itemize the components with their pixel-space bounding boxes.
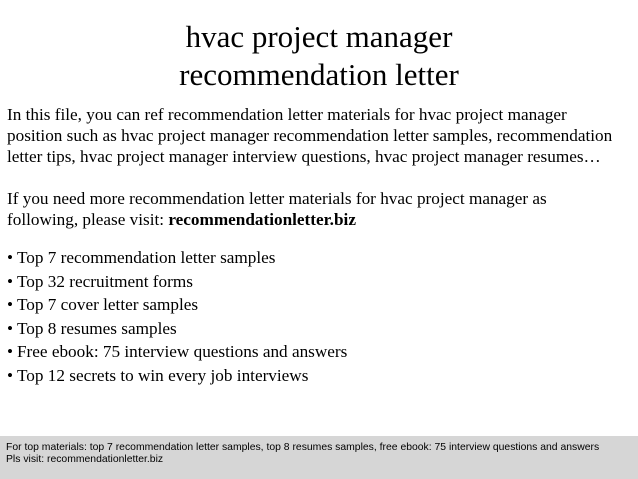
- list-item-text: Top 7 recommendation letter samples: [17, 248, 276, 267]
- visit-prefix: following, please visit:: [7, 210, 169, 229]
- list-item-text: Top 32 recruitment forms: [17, 271, 193, 291]
- intro-line-1: In this file, you can ref recommendation letter materials for hvac project manager: [7, 105, 567, 124]
- list-item-text: Top 7 cover letter samples: [17, 295, 199, 314]
- visit-paragraph: [7, 188, 635, 230]
- bullet-marker: •: [7, 295, 14, 314]
- list-item-text: Top 8 resumes samples: [17, 318, 177, 338]
- intro-paragraph: [7, 104, 635, 167]
- list-item: [7, 246, 347, 270]
- bullet-marker: •: [7, 271, 14, 291]
- visit-line-2: [7, 209, 635, 230]
- list-item-text: Top 12 secrets to win every job interviews: [17, 365, 309, 385]
- list-item-text: Free ebook: 75 interview questions and answers: [17, 342, 348, 361]
- list-item: [7, 293, 347, 317]
- bullet-marker: •: [7, 342, 14, 361]
- list-item: [7, 364, 347, 388]
- footer-line-1: For top materials: top 7 recommendation letter samples, top 8 resumes samples, free ebook: 75 interview questions and answers: [6, 442, 600, 453]
- intro-line-3: letter tips, hvac project manager interview questions, hvac project manager resumes…: [7, 147, 601, 166]
- bullet-marker: •: [7, 248, 14, 267]
- list-item: [7, 270, 347, 294]
- materials-list: [7, 246, 347, 387]
- list-item: [7, 317, 347, 341]
- list-item: [7, 340, 347, 364]
- bullet-marker: •: [7, 318, 14, 338]
- footer-line-2: Pls visit: recommendationletter.biz: [6, 454, 164, 465]
- page-title: [0, 18, 638, 94]
- title-line-2: recommendation letter: [179, 57, 459, 92]
- title-line-1: hvac project manager: [185, 19, 453, 54]
- visit-line-1: If you need more recommendation letter materials for hvac project manager as: [7, 189, 547, 208]
- bullet-marker: •: [7, 365, 14, 385]
- intro-line-2: position such as hvac project manager recommendation letter samples, recommendation: [7, 126, 613, 145]
- footer-bar: [0, 436, 638, 479]
- website-link[interactable]: recommendationletter.biz: [168, 210, 356, 229]
